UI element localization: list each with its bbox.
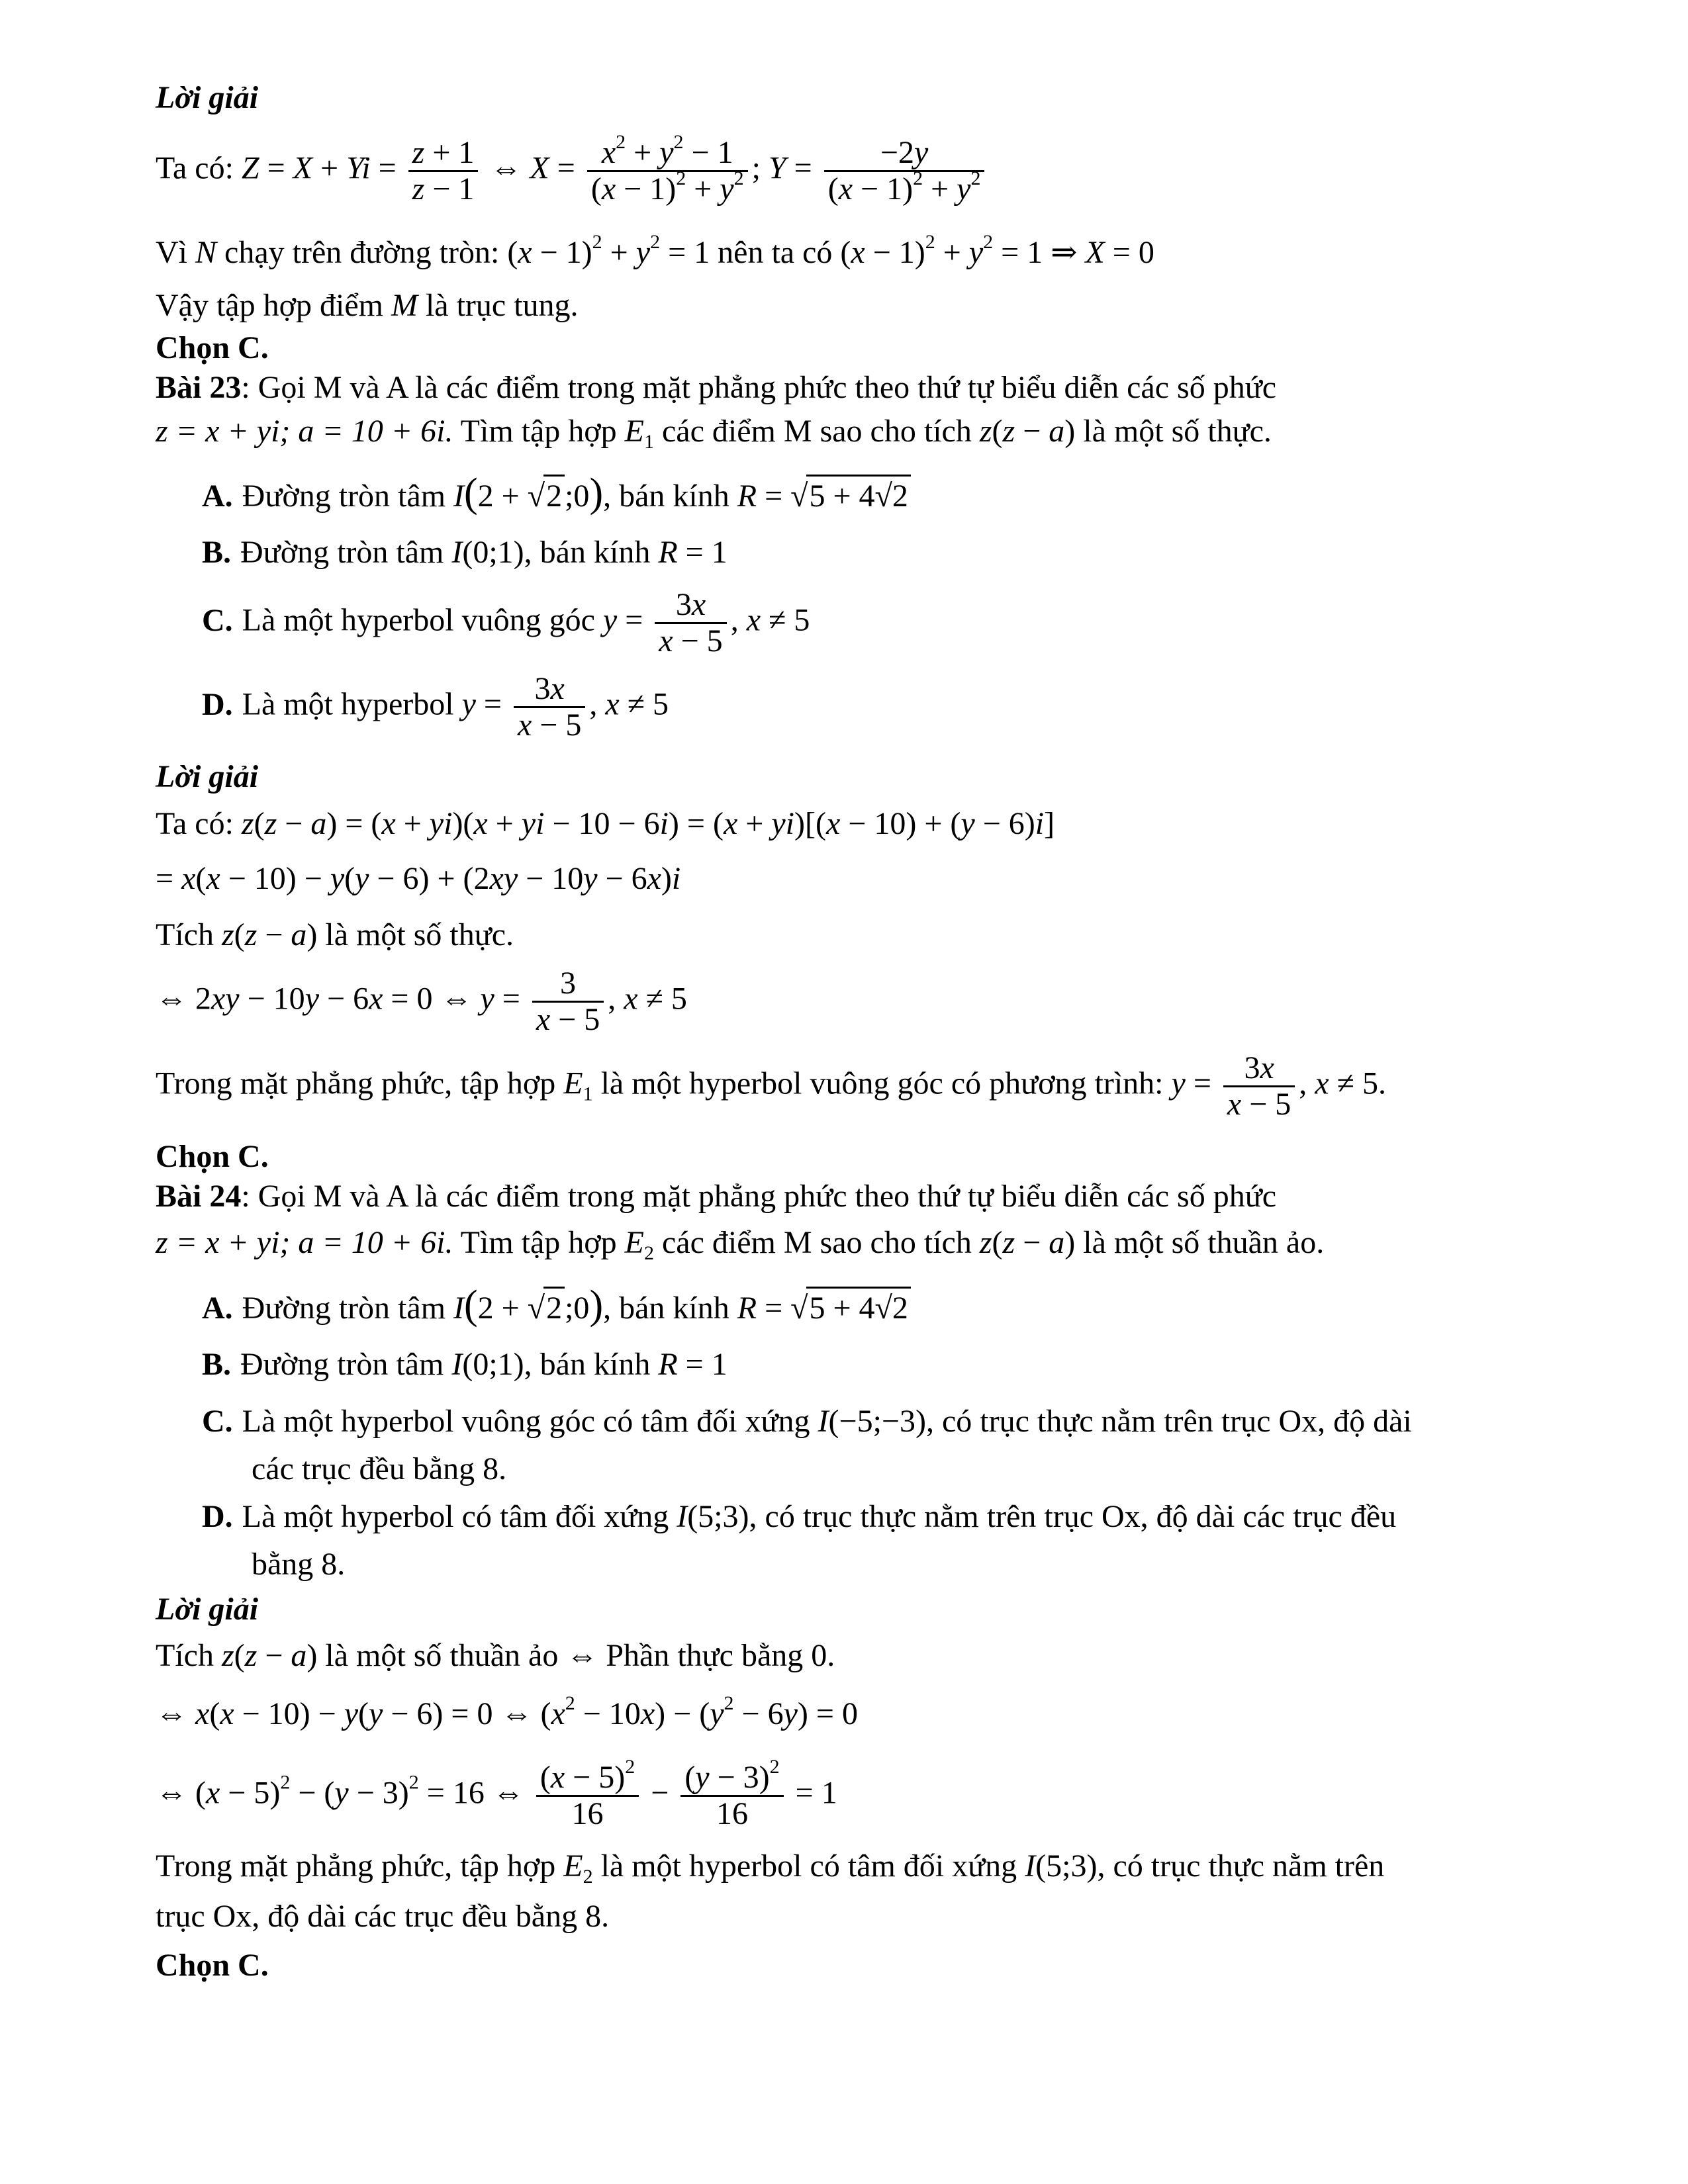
bai24-stem-line1: Bài 24: Gọi M và A là các điểm trong mặt phẳng phức theo thứ tự biểu diễn các số phức — [156, 1179, 1277, 1214]
sol23-line2: = x(x − 10) − y(y − 6) + (2xy − 10y − 6x)i — [156, 861, 681, 896]
sol24-line2: ⇔ x(x − 10) − y(y − 6) = 0 ⇔ $(x^2 - 10x) - (y^2 - 6y) = 0$ — [156, 1692, 858, 1731]
bai23-option-d: D. Là một hyperbol y = $\frac{3x}{x - 5}$ , x ≠ 5 — [202, 671, 669, 743]
bai23-option-c: C. Là một hyperbol vuông góc y = $\frac{3x}{x - 5}$ , x ≠ 5 — [202, 587, 810, 659]
solution-heading: Lời giải — [156, 80, 259, 115]
sol23-line3: Tích z(z − a) là một số thực. — [156, 917, 514, 952]
bai24-option-c-cont: các trục đều bằng 8. — [252, 1451, 507, 1486]
sol22-conclusion: Vậy tập hợp điểm M là trục tung. — [156, 288, 579, 323]
sol22-formula-line: Ta có: Z = X + Yi = $\frac{z + 1}{z - 1}$ ⇔ X = $\frac{x^2 + y^2 - 1}{(x - 1)^2 + y^2}$ ; Y = $\frac{-2y}{(x - 1)^2 + y^2}$ — [156, 136, 988, 206]
sol23-line4: ⇔ 2xy − 10y − 6x = 0 ⇔ y = $\frac{3}{x - 5}$ , x ≠ 5 — [156, 966, 687, 1037]
bai24-option-a: A. Đường tròn tâm I(2 + √2;0), bán kính R = √5 + 4√2 — [202, 1285, 911, 1328]
bai24-stem-line2: z = x + yi; a = 10 + 6i. Tìm tập hợp $E_2$ các điểm M sao cho tích z(z − a) là một số thuần ảo. — [156, 1225, 1325, 1264]
bai23-stem-line1: Bài 23: Gọi M và A là các điểm trong mặt phẳng phức theo thứ tự biểu diễn các số phức — [156, 370, 1277, 405]
bai24-option-c: C. Là một hyperbol vuông góc có tâm đối xứng I(−5;−3), có trục thực nằm trên trục Ox, độ dài — [202, 1404, 1412, 1439]
solution-heading: Lời giải — [156, 759, 259, 794]
bai23-option-b: B. Đường tròn tâm I(0;1), bán kính R = 1 — [202, 535, 727, 570]
sol24-line4: Trong mặt phẳng phức, tập hợp $E_2$ là một hyperbol có tâm đối xứng I(5;3), có trục thực nằm trên — [156, 1848, 1385, 1888]
bai23-stem-line2: z = x + yi; a = 10 + 6i. Tìm tập hợp $E_1$ các điểm M sao cho tích z(z − a) là một số thực. — [156, 414, 1272, 453]
sol22-circle-line: Vì N chạy trên đường tròn: $(x - 1)^2 + y^2 = 1$ nên ta có $(x - 1)^2 + y^2 = 1$ ⇒ X = 0 — [156, 231, 1154, 270]
sol24-line1: Tích z(z − a) là một số thuần ảo ⇔ Phần thực bằng 0. — [156, 1638, 835, 1673]
sol23-line5: Trong mặt phẳng phức, tập hợp $E_1$ là một hyperbol vuông góc có phương trình: y = $\frac{3x}{x - 5}$ , x ≠ 5. — [156, 1050, 1386, 1122]
sol24-line3: ⇔ $(x - 5)^2 - (y - 3)^2 = 16$ ⇔ $\frac{(x - 5)^2}{16}$ − $\frac{(y - 3)^2}{16}$ = 1 — [156, 1756, 837, 1831]
answer-choice: Chọn C. — [156, 1139, 269, 1174]
bai24-option-b: B. Đường tròn tâm I(0;1), bán kính R = 1 — [202, 1347, 727, 1382]
bai24-option-d: D. Là một hyperbol có tâm đối xứng I(5;3), có trục thực nằm trên trục Ox, độ dài các trục đều — [202, 1499, 1397, 1534]
sol24-line5: trục Ox, độ dài các trục đều bằng 8. — [156, 1899, 610, 1934]
answer-choice: Chọn C. — [156, 1948, 269, 1983]
bai24-option-d-cont: bằng 8. — [252, 1547, 346, 1582]
solution-heading: Lời giải — [156, 1592, 259, 1627]
bai23-option-a: A. Đường tròn tâm I(2 + √2;0), bán kính R = √5 + 4√2 — [202, 473, 911, 516]
sol23-line1: Ta có: z(z − a) = (x + yi)(x + yi − 10 − 6i) = (x + yi)[(x − 10) + (y − 6)i] — [156, 806, 1055, 841]
answer-choice: Chọn C. — [156, 330, 269, 365]
